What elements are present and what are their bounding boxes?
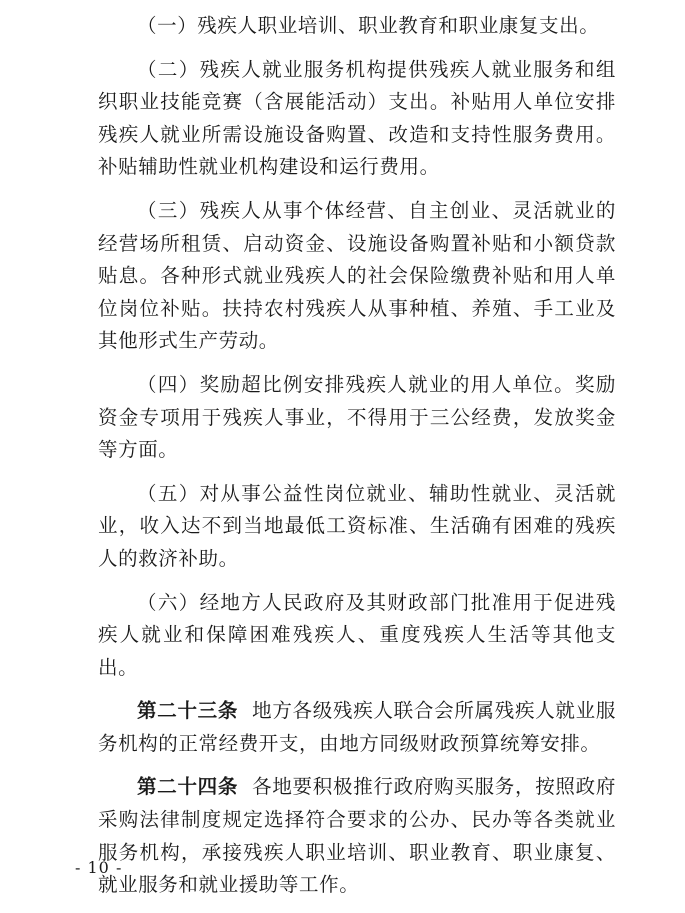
paragraph-item-1 [98, 10, 616, 43]
paragraph-item-6 [98, 587, 616, 685]
paragraph-text: （六）经地方人民政府及其财政部门批准用于促进残疾人就业和保障困难残疾人、重度残疾人生活等其他支出。 [98, 590, 616, 679]
paragraph-text: （二）残疾人就业服务机构提供残疾人就业服务和组织职业技能竞赛（含展能活动）支出。补贴用人单位安排残疾人就业所需设施设备购置、改造和支持性服务费用。补贴辅助性就业机构建设和运行费用。 [98, 57, 616, 179]
article-23 [98, 695, 616, 760]
article-text: 地方各级残疾人联合会所属残疾人就业服务机构的正常经费开支，由地方同级财政预算统筹安排。 [98, 699, 616, 755]
article-heading: 第二十三条 [137, 699, 239, 723]
paragraph-text: （五）对从事公益性岗位就业、辅助性就业、灵活就业，收入达不到当地最低工资标准、生活确有困难的残疾人的救济补助。 [98, 481, 616, 570]
paragraph-item-3 [98, 195, 616, 358]
paragraph-item-2 [98, 54, 616, 184]
paragraph-text: （三）残疾人从事个体经营、自主创业、灵活就业的经营场所租赁、启动资金、设施设备购置补贴和小额贷款贴息。各种形式就业残疾人的社会保险缴费补贴和用人单位岗位补贴。扶持农村残疾人从事种植、养殖、手工业及其他形式生产劳动。 [98, 198, 616, 353]
article-heading: 第二十四条 [137, 775, 239, 799]
document-body [98, 10, 616, 913]
paragraph-item-4 [98, 369, 616, 467]
paragraph-text: （四）奖励超比例安排残疾人就业的用人单位。奖励资金专项用于残疾人事业，不得用于三公经费，发放奖金等方面。 [98, 372, 616, 462]
page-number: - 10 - [75, 858, 123, 877]
article-text: 各地要积极推行政府购买服务，按照政府采购法律制度规定选择符合要求的公办、民办等各类就业服务机构，承接残疾人职业培训、职业教育、职业康复、就业服务和就业援助等工作。 [98, 775, 616, 897]
paragraph-item-5 [98, 478, 616, 576]
paragraph-text: （一）残疾人职业培训、职业教育和职业康复支出。 [137, 14, 600, 37]
article-24 [98, 771, 616, 901]
